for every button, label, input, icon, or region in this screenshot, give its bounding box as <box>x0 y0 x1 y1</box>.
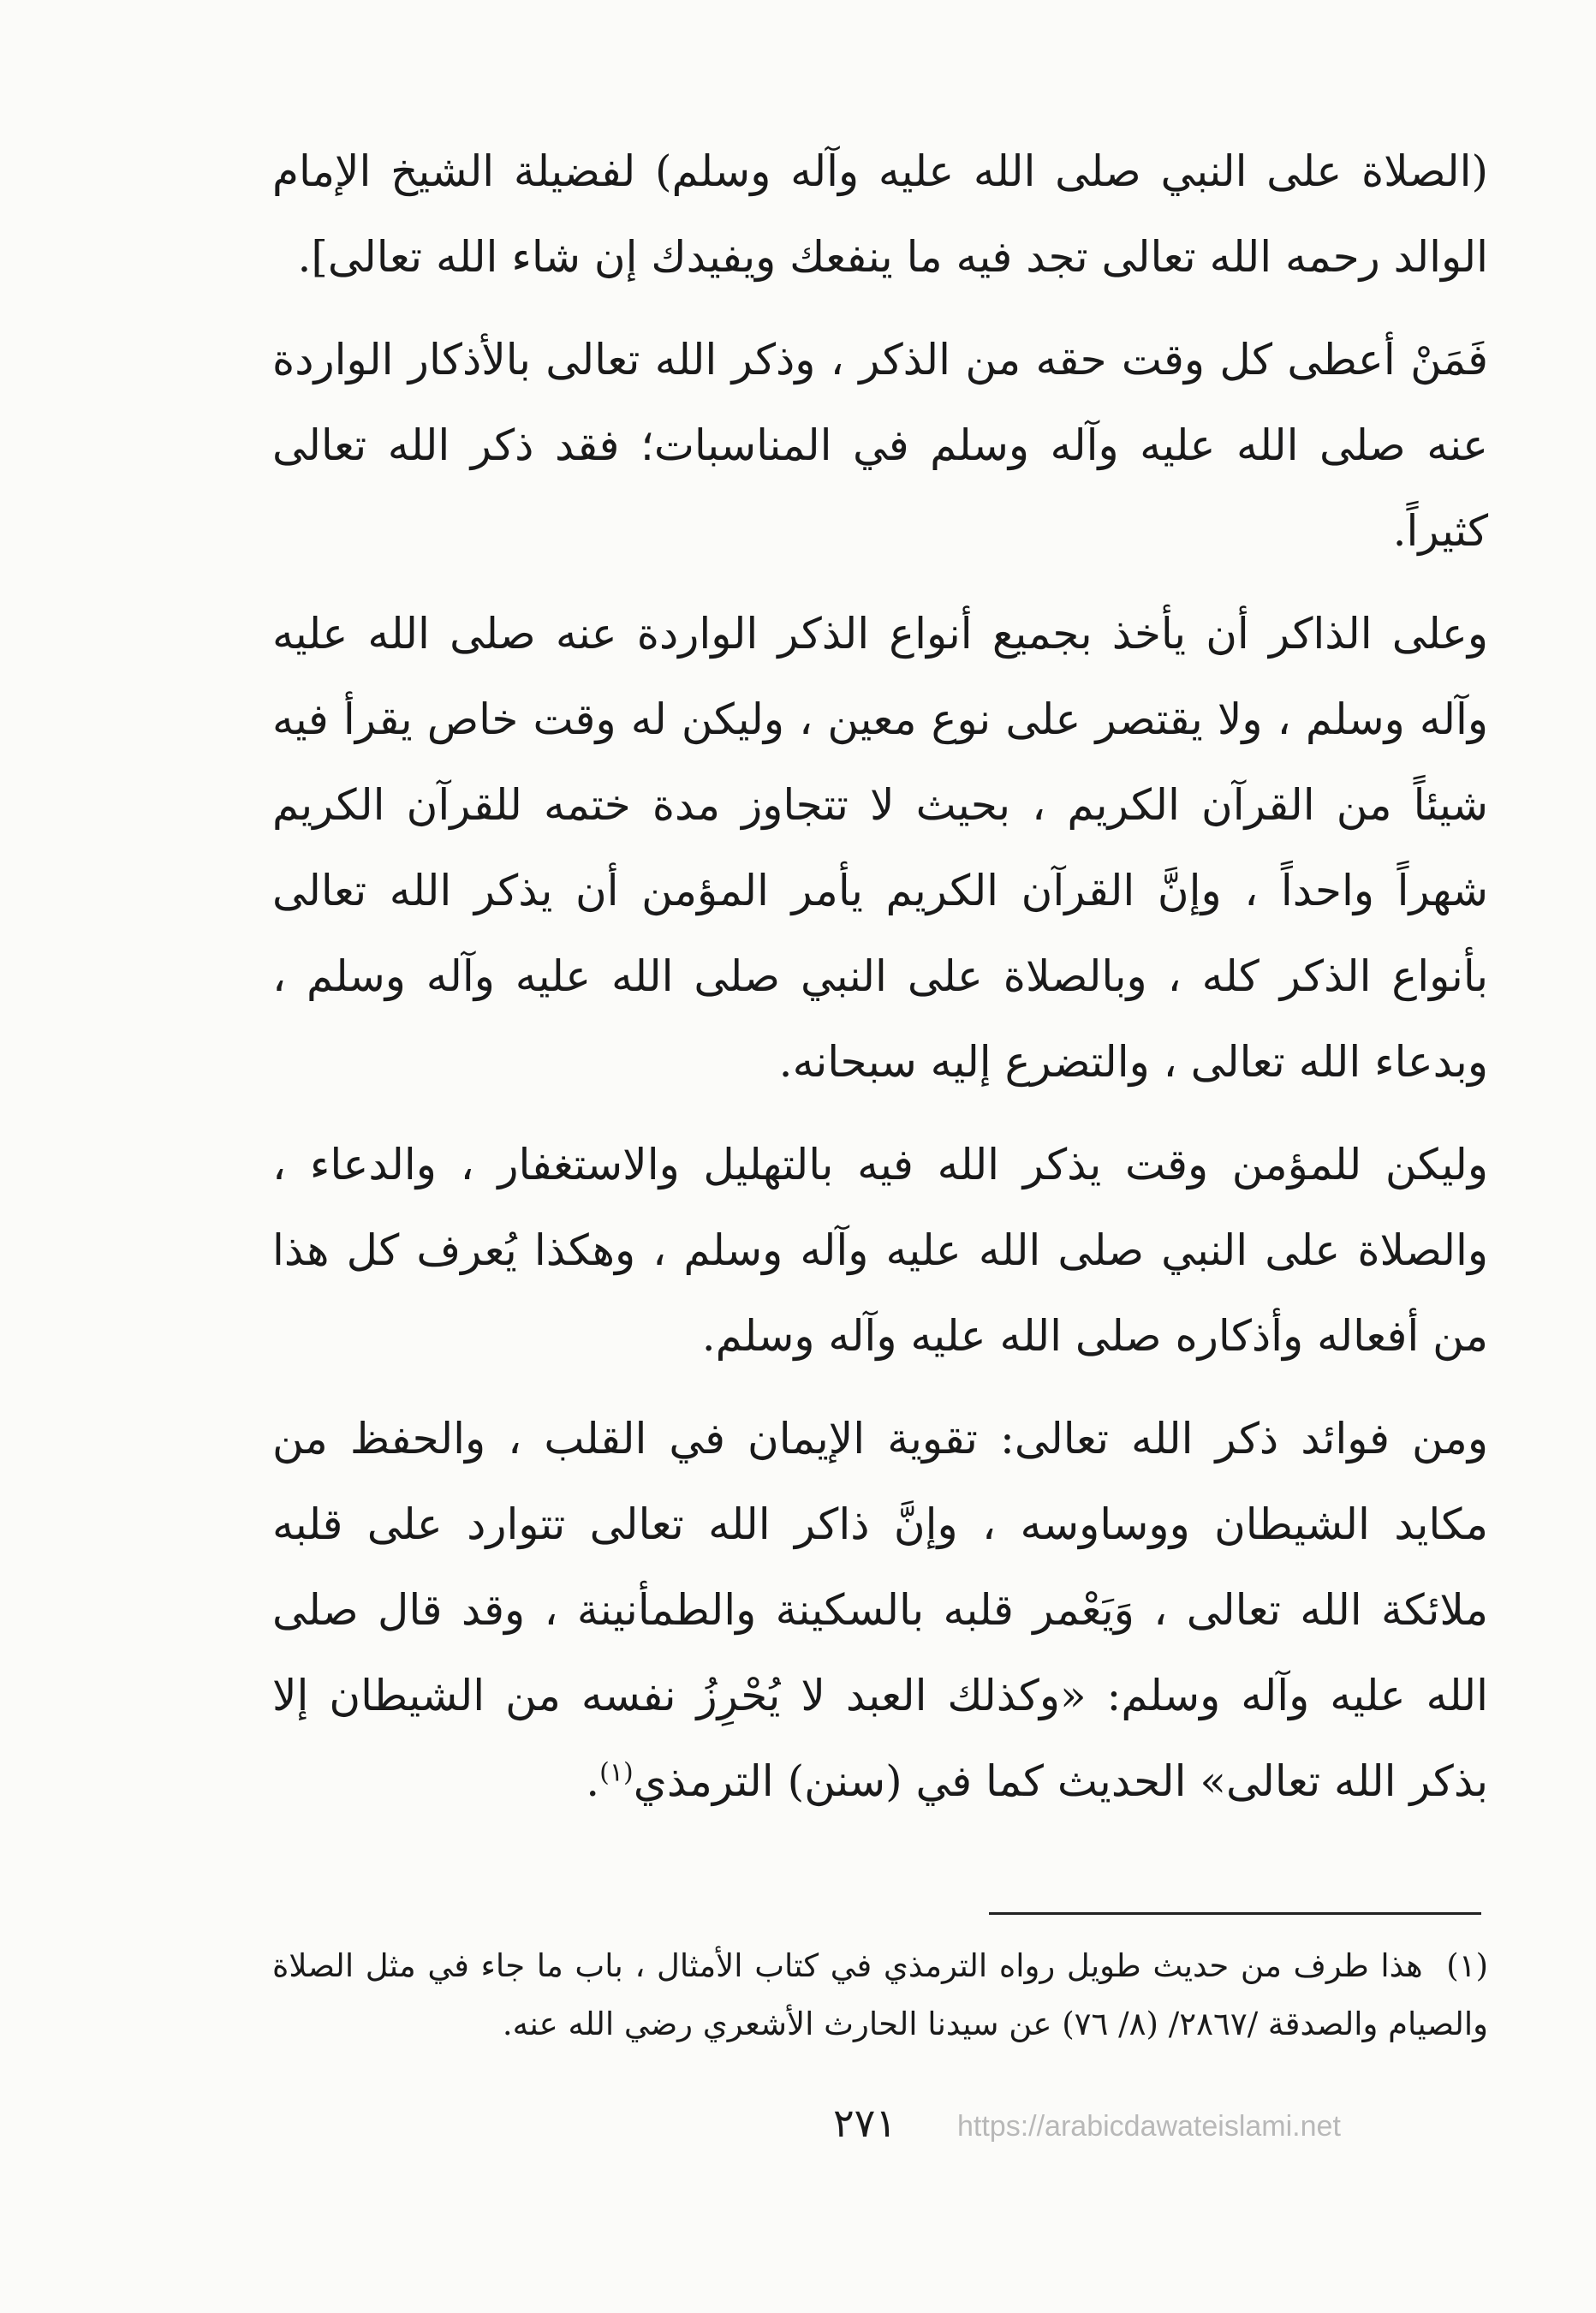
main-text-body <box>272 128 1488 1841</box>
paragraph-5-end: . <box>586 1756 600 1806</box>
paragraph-2: فَمَنْ أعطى كل وقت حقه من الذكر ، وذكر الله تعالى بالأذكار الواردة عنه صلى الله عليه وآله وسلم في المناسبات؛ فقد ذكر الله تعالى كثيراً. <box>272 335 1488 556</box>
footnote-text: هذا طرف من حديث طويل رواه الترمذي في كتاب الأمثال ، باب ما جاء في مثل الصلاة والصيام والصدقة /٢٨٦٧/ (٨/ ٧٦) عن سيدنا الحارث الأشعري رضي الله عنه. <box>272 1947 1488 2042</box>
footnote-reference[interactable]: (١) <box>599 1757 634 1788</box>
paragraph-5 <box>272 1396 1488 1824</box>
footnote <box>272 1937 1488 2054</box>
footnote-divider <box>989 1912 1481 1915</box>
footnote-marker: (١) <box>1446 1947 1488 1984</box>
paragraph-1: (الصلاة على النبي صلى الله عليه وآله وسلم) لفضيلة الشيخ الإمام الوالد رحمه الله تعالى تجد فيه ما ينفعك ويفيدك إن شاء الله تعالى]. <box>272 146 1488 282</box>
paragraph-3: وعلى الذاكر أن يأخذ بجميع أنواع الذكر الواردة عنه صلى الله عليه وآله وسلم ، ولا يقتصر على نوع معين ، وليكن له وقت خاص يقرأ فيه شيئاً من القرآن الكريم ، بحيث لا تتجاوز مدة ختمه للقرآن الكريم شهراً واحداً ، وإنَّ القرآن الكريم يأمر المؤمن أن يذكر الله تعالى بأنواع الذكر كله ، وبالصلاة على النبي صلى الله عليه وآله وسلم ، وبدعاء الله تعالى ، والتضرع إليه سبحانه. <box>272 609 1489 1087</box>
paragraph-5-text: ومن فوائد ذكر الله تعالى: تقوية الإيمان في القلب ، والحفظ من مكايد الشيطان ووساوسه ، وإنَّ ذاكر الله تعالى تتوارد على قلبه ملائكة الله تعالى ، وَيَعْمر قلبه بالسكينة والطمأنينة ، وقد قال صلى الله عليه وآله وسلم: «وكذلك العبد لا يُحْرِزُ نفسه من الشيطان إلا بذكر الله تعالى» الحديث كما في (سنن) الترمذي <box>272 1414 1488 1806</box>
page-number: ٢٧١ <box>832 2100 897 2146</box>
watermark-url: https://arabicdawateislami.net <box>957 2110 1341 2143</box>
paragraph-4: وليكن للمؤمن وقت يذكر الله فيه بالتهليل والاستغفار ، والدعاء ، والصلاة على النبي صلى الله عليه وآله وسلم ، وهكذا يُعرف كل هذا من أفعاله وأذكاره صلى الله عليه وآله وسلم. <box>272 1140 1488 1361</box>
